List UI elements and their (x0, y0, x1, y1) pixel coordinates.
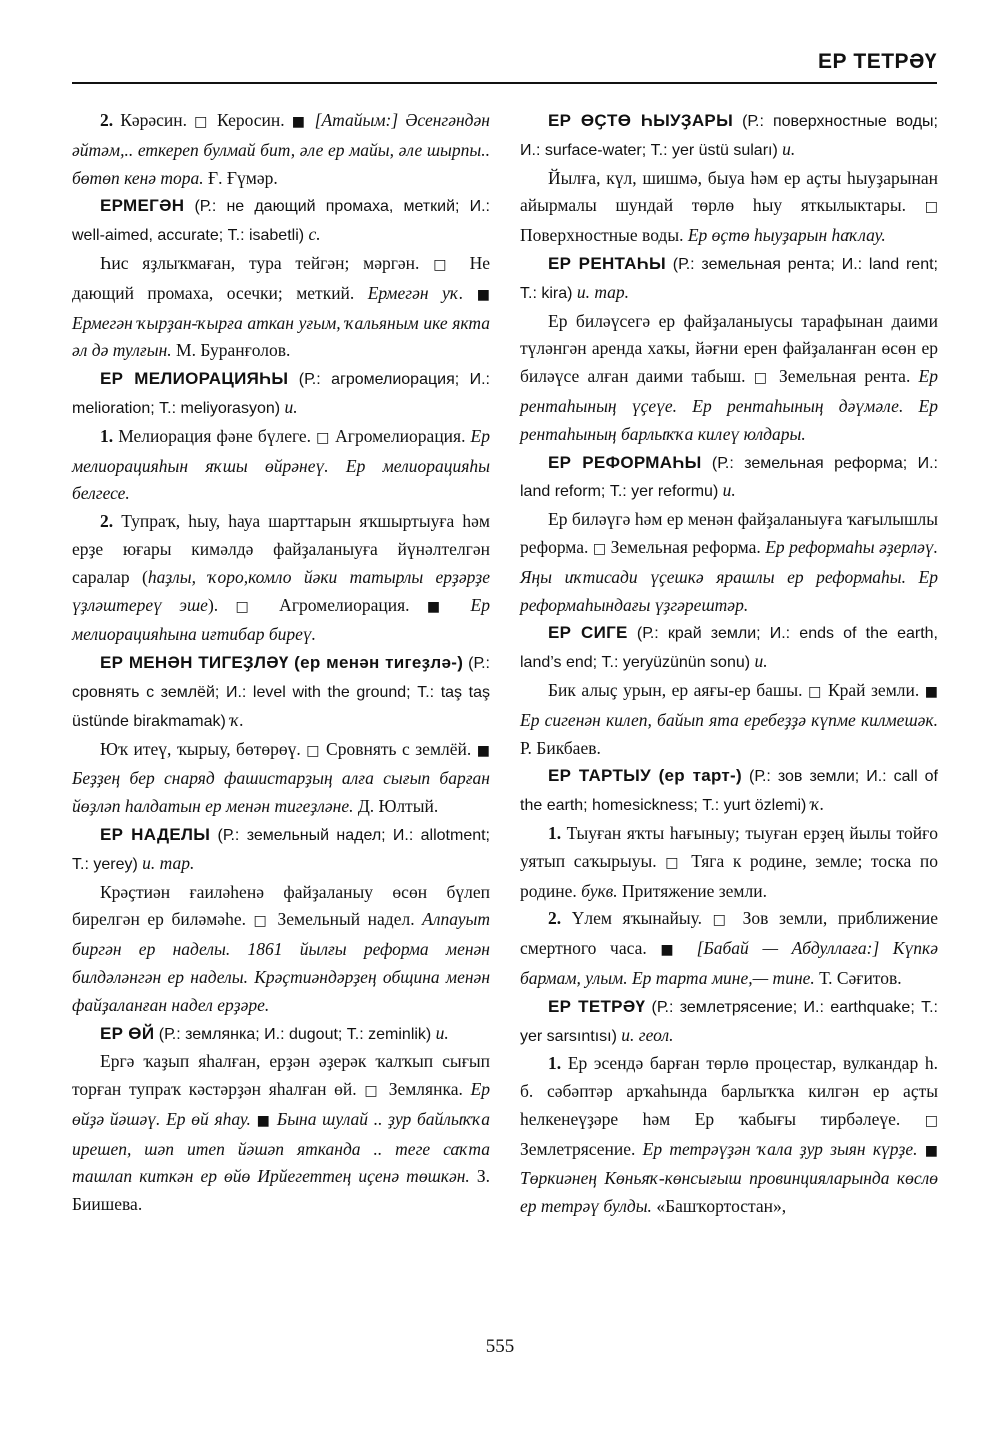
marker-symbol: □ (194, 114, 210, 130)
dictionary-paragraph (520, 905, 938, 992)
translation-note: (Р.: земельный надел; И.: allotment; Т.: yerey) (72, 826, 490, 873)
running-head: ЕР ТЕТРӘҮ (818, 50, 937, 73)
headword: ЕР РЕФОРМАҺЫ (548, 452, 702, 472)
headword: ЕР ТЕТРӘҮ (548, 996, 646, 1016)
translation-note: (Р.: агромелиорация; И.: melioration; Т.: meliyorasyon) (72, 371, 491, 417)
dictionary-paragraph (520, 762, 938, 820)
body-text: Поверхностные воды. (520, 225, 688, 246)
headword: ЕРМЕГӘН (100, 196, 185, 216)
example-text: Беҙҙең бер снаряд фашистарҙың алға сығып барған йөҙләп һалдатын ер менән тигеҙләне. (72, 768, 490, 817)
sense-number: 2. (548, 908, 572, 929)
dictionary-paragraph (72, 423, 490, 508)
marker-symbol: □ (316, 429, 331, 446)
body-text: Керосин. (210, 110, 292, 130)
marker-symbol: □ (808, 683, 823, 700)
body-text: Ғ. Ғүмәр. (203, 167, 278, 188)
dictionary-paragraph (520, 250, 938, 308)
page-number: 555 (485, 1336, 515, 1357)
body-text: Тяга к родине, земле; тоска по родине. (520, 850, 938, 901)
body-text: Край земли. (822, 679, 925, 700)
marker-symbol: □ (924, 1112, 938, 1129)
translation-note: (Р.: землянка; И.: dugout; Т.: zeminlik) (154, 1025, 432, 1043)
body-text: Зов земли, приближение смертного часа. (520, 908, 939, 959)
body-text: Агромелиорация. (261, 594, 427, 615)
headword: ЕР МЕНӘН ТИГЕҘЛӘҮ (ер менән тигеҙлә-) (100, 653, 464, 673)
dictionary-paragraph (72, 879, 490, 1020)
example-text: и. тар. (572, 281, 630, 302)
sense-number: 1. (548, 822, 567, 843)
example-text: [Атайым:] Әсенгәндән әйтәм,.. еткереп булмай бит, әле ер майы, әле шырпы.. бөтөп кенә тора. (72, 110, 490, 188)
example-text: и. (431, 1022, 449, 1043)
dictionary-paragraph (72, 107, 490, 192)
example-text: Ер өҫтө һыуҙарын һаҡлау. (687, 225, 886, 246)
dictionary-paragraph (520, 165, 938, 250)
dictionary-paragraph (520, 308, 938, 449)
body-text: Крәҫтиән ғаиләһенә файҙаланыу өсөн бүлеп бирелгән ер биләмәһе. (72, 881, 490, 930)
body-text: Йылға, күл, шишмә, быуа һәм ер аҫты һыуҙарынан айырмалы шундай төрлө һыу яткылыктары. (520, 167, 938, 216)
body-text: Земельная рента. (770, 366, 919, 387)
example-text: [Бабай — Абдуллаға:] Күпкә бармам, улым. Ер тарта мине,— тине. (520, 938, 939, 988)
sense-number: 2. (100, 110, 121, 130)
body-text: Р. Бикбаев. (520, 737, 601, 758)
marker-symbol: □ (306, 742, 321, 759)
marker-symbol: ■ (924, 1142, 938, 1159)
example-text: и. (718, 480, 736, 501)
headword: ЕР МЕЛИОРАЦИЯҺЫ (100, 369, 289, 389)
marker-symbol: ■ (476, 286, 490, 303)
example-text: Бына шулай .. ҙур байлыҡҡа ирешеп, шәп итеп йәшәп ятканда .. теге саҡта ташлап киткән ер өйө Ирйегеттең иҫенә төшкән. (72, 1108, 490, 1187)
body-text: Ер эсендә барған төрлө процестар, вулкандар һ. б. сәбәптәр арҡаһында барлыҡҡа килгән ер аҫты һелкенеүҙәре һәм Ер ҡабығы тирбәлеүе. (520, 1053, 938, 1129)
body-text: Т. Сәғитов. (814, 967, 902, 988)
translation-note: (Р.: землетрясение; И.: earthquake; Т.: yer sarsıntısı) (520, 998, 938, 1045)
example-text: Ер реформаһы әҙерләү. Яңы иҡтисади үҫешкә ярашлы ер реформаһы. Ер реформаһындағы үҙгәрештәр. (520, 536, 938, 615)
example-text: Ермегән уҡ. (367, 282, 477, 303)
body-text: Сровнять с землёй. (320, 738, 477, 759)
body-text: Землетрясение. (520, 1138, 643, 1159)
body-text: Һис яҙлыҡмаған, тура тейгән; мәргән. (100, 252, 434, 273)
left-column (72, 107, 490, 1219)
example-text: Ер сигенән килеп, байып ята еребеҙҙә күпме килмешәк. (520, 709, 938, 730)
example-text: и. (777, 138, 796, 159)
dictionary-paragraph (72, 250, 490, 365)
header-rule (72, 82, 937, 84)
body-text: «Башҡортостан», (651, 1196, 787, 1217)
example-text: и. геол. (616, 1024, 674, 1045)
dictionary-paragraph (72, 365, 490, 423)
example-text: и. (280, 396, 298, 417)
example-text: Төркиәнең Көньяҡ-көнсығыш провинцияларында көслө ер тетрәү булды. (520, 1168, 938, 1217)
example-text: ҡ. (806, 794, 825, 815)
dictionary-paragraph (72, 649, 490, 735)
marker-symbol: □ (253, 913, 270, 930)
body-text: З. Биишева. (72, 1166, 490, 1215)
example-text: Ер тетрәүҙән ҡала ҙур зыян күрҙе. (642, 1138, 925, 1159)
body-text: Тыуған яҡты һағыныу; тыуған ерҙең йылы тойғо уятып саҡырыуы. (520, 822, 938, 871)
marker-symbol: □ (924, 199, 938, 216)
right-column (520, 107, 938, 1221)
body-text: ). (207, 594, 236, 615)
body-text: Үлем яҡынайыу. (571, 908, 713, 929)
body-text: Ер биләүсегә ер файҙаланыусы тарафынан даими түләнгән аренда хаҡы, йәғни ерен файҙаланған өсөн ер биләүсе алған даими табыш. (520, 310, 938, 387)
dictionary-paragraph (72, 508, 490, 649)
marker-symbol: ■ (476, 742, 490, 759)
dictionary-paragraph (520, 993, 938, 1051)
dictionary-paragraph (72, 192, 490, 250)
headword: ЕР ТАРТЫУ (ер тарт-) (548, 766, 742, 786)
body-text: М. Буранғолов. (171, 340, 291, 361)
translation-note: (Р.: земельная рента; И.: land rent; Т.: kira) (520, 255, 938, 302)
headword: ЕР НАДЕЛЫ (100, 824, 211, 844)
marker-symbol: □ (712, 912, 733, 929)
sense-number: 1. (548, 1053, 568, 1074)
dictionary-paragraph (520, 506, 938, 619)
example-text: Ер өйҙә йәшәү. Ер өй яһау. (72, 1079, 491, 1129)
headword: ЕР РЕНТАҺЫ (548, 253, 666, 273)
translation-note: (Р.: зов земли; И.: call of the earth; homesickness; Т.: yurt özlemi) (520, 768, 939, 815)
example-text: букв. (581, 880, 618, 901)
marker-symbol: ■ (924, 683, 938, 700)
headword: ЕР СИГЕ (548, 623, 628, 643)
dictionary-paragraph (520, 677, 938, 762)
sense-number: 2. (100, 511, 122, 532)
example-text: и. (750, 651, 768, 672)
example-text: Алпауыт биргән ер наделы. 1861 йылғы реформа менән билдәләнгән ер наделы. Крәҫтиәндәрҙең община менән файҙаланған надел ерҙәре. (72, 909, 490, 1015)
body-text: Мелиорация фәне бүлеге. (118, 425, 317, 446)
body-text: Ер биләүгә һәм ер менән файҙаланыуға ҡағылышлы реформа. (520, 509, 938, 557)
body-text: Кәрәсин. (120, 110, 195, 130)
dictionary-paragraph (520, 107, 938, 165)
headword: ЕР ӨҪТӨ ҺЫУҘАРЫ (548, 111, 734, 130)
marker-symbol: □ (433, 256, 456, 273)
body-text: Бик алыҫ урын, ер аяғы-ер башы. (548, 679, 809, 700)
dictionary-paragraph (72, 821, 490, 879)
body-text: Земельная реформа. (606, 536, 766, 557)
translation-note: (Р.: сровнять с землёй; И.: level with the ground; Т.: taş taş üstünde birakmamak) (72, 655, 490, 730)
example-text: и. тар. (137, 852, 195, 873)
body-text: Землянка. (380, 1079, 471, 1100)
example-text: ҡ. (225, 709, 244, 730)
dictionary-paragraph (520, 619, 938, 677)
marker-symbol: □ (364, 1083, 381, 1100)
example-text: Ер мелиорацияһына иғтибар биреү. (72, 594, 490, 645)
marker-symbol: ■ (426, 598, 454, 615)
example-text: һаҙлы, ҡоро,комло йәки татырлы ерҙәрҙе үҙләштереү эше (72, 566, 490, 615)
body-text: Земельный надел. (269, 909, 423, 930)
example-text: Ер рентаһының үҫеүе. Ер рентаһының дәүмәле. Ер рентаһының барлыҡҡа килеү юлдары. (520, 366, 938, 444)
body-text: Притяжение земли. (617, 880, 767, 901)
dictionary-paragraph (72, 1020, 490, 1049)
body-text: Не дающий промаха, осечки; меткий. (72, 252, 491, 303)
sense-number: 1. (100, 425, 119, 446)
body-text: Агромелиорация. (330, 425, 471, 446)
marker-symbol: ■ (660, 942, 683, 959)
body-text: Д. Юлтый. (353, 796, 439, 817)
marker-symbol: ■ (291, 114, 308, 130)
translation-note: (Р.: не дающий промаха, меткий; И.: well-aimed, accurate; Т.: isabetli) (72, 198, 490, 245)
example-text: Ер мелиорацияһын яҡшы өйрәнеү. Ер мелиорацияһы белгесе. (72, 425, 490, 504)
dictionary-paragraph (520, 449, 938, 507)
body-text: Юҡ итеү, ҡырыу, бөтөрөү. (100, 738, 307, 759)
dictionary-paragraph (520, 1050, 938, 1221)
marker-symbol: □ (592, 540, 607, 557)
translation-note: (Р.: поверхностные воды; И.: surface-water; Т.: yer üstü suları) (520, 113, 938, 159)
dictionary-paragraph (520, 820, 938, 905)
translation-note: (Р.: край земли; И.: ends of the earth, land’s end; Т.: yeryüzünün sonu) (520, 625, 938, 672)
example-text: Ермегән ҡырҙан-ҡырға аткан уғым, ҡальяным ике якта әл дә тулғын. (72, 312, 490, 361)
dictionary-paragraph (72, 1048, 490, 1219)
marker-symbol: ■ (256, 1112, 272, 1129)
example-text: с. (304, 224, 321, 245)
marker-symbol: □ (235, 598, 262, 615)
body-text: Тупраҡ, һыу, һауа шарттарын яҡшыртыуға һәм ерҙе юғары кимәлдә файҙаланыуға йүнәлтелгән саралар ( (72, 511, 491, 587)
body-text: Ергә ҡаҙып яһалған, ерҙән әҙерәк ҡалҡып сығып торған тупраҡ кәстәрҙән яһалған өй. (72, 1051, 490, 1100)
marker-symbol: □ (753, 370, 771, 387)
marker-symbol: □ (665, 854, 683, 871)
dictionary-paragraph (72, 736, 490, 821)
headword: ЕР ӨЙ (100, 1023, 155, 1043)
translation-note: (Р.: земельная реформа; И.: land reform; Т.: yer reformu) (520, 454, 938, 501)
